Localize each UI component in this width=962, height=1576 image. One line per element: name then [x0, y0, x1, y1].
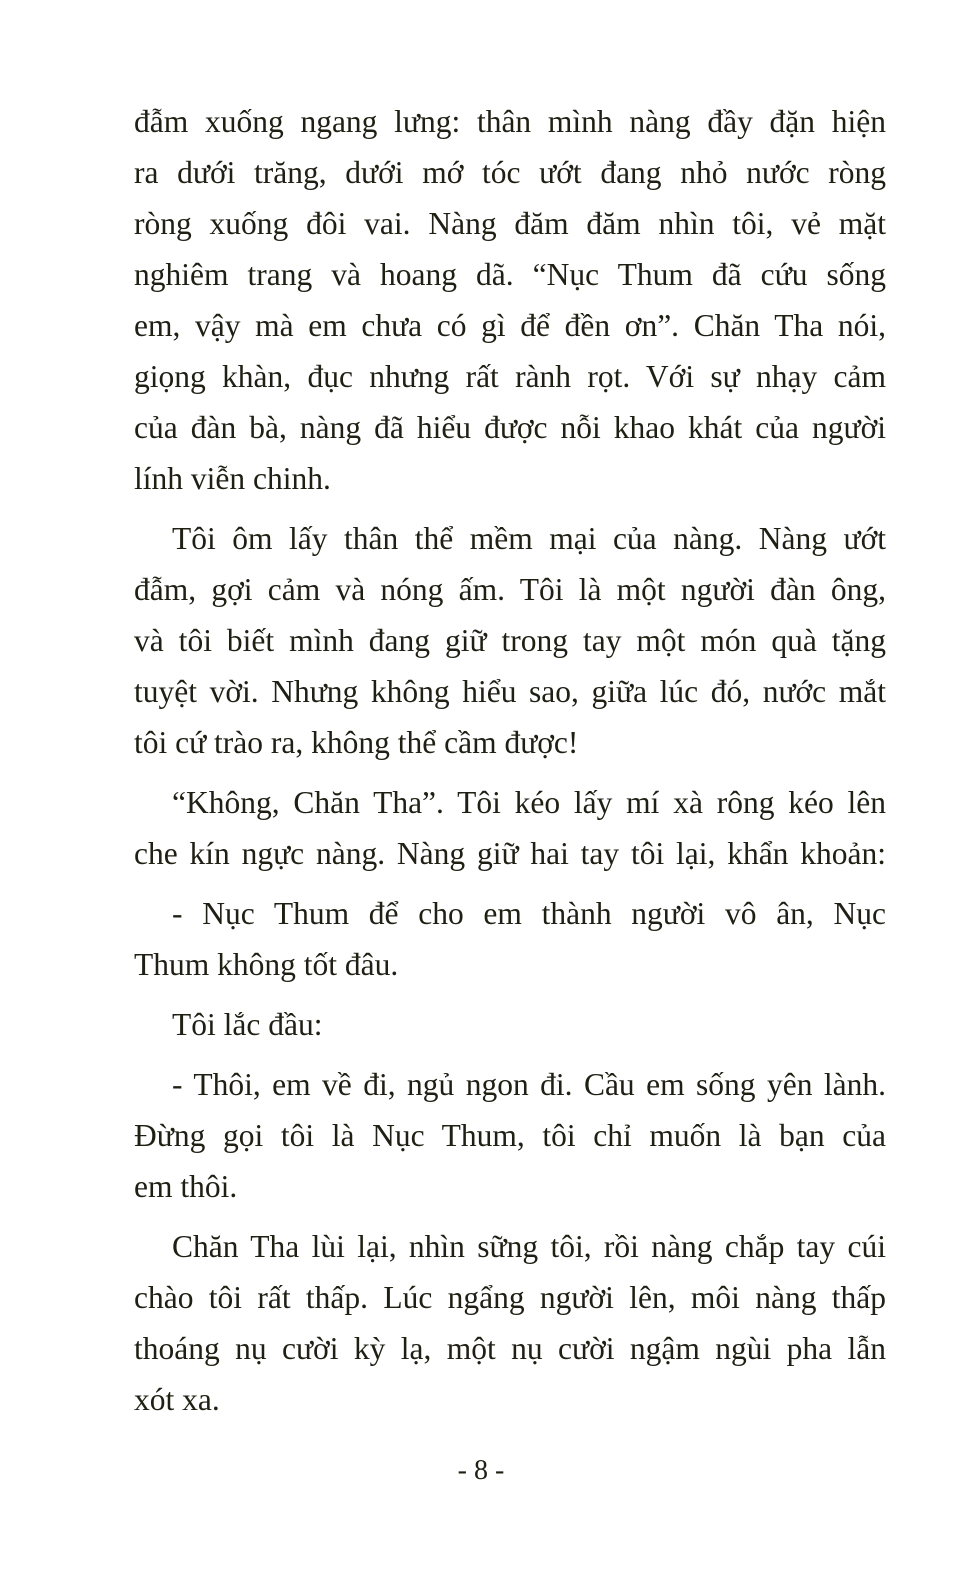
page-number: - 8 - — [457, 1455, 505, 1486]
text-line: tôi cứ trào ra, không thể cầm được! — [134, 725, 579, 760]
paragraph — [134, 513, 886, 768]
paragraph — [134, 1221, 886, 1425]
text-line: đẫm, gợi cảm và nóng ấm. Tôi là một người đàn ông, — [134, 572, 886, 607]
text-line: giọng khàn, đục nhưng rất rành rọt. Với sự nhạy cảm — [134, 359, 886, 394]
text-line: “Không, Chăn Tha”. Tôi kéo lấy mí xà rông kéo lên — [172, 785, 886, 820]
paragraph — [134, 1059, 886, 1212]
text-line: của đàn bà, nàng đã hiểu được nỗi khao khát của người — [134, 410, 886, 445]
text-line: nghiêm trang và hoang dã. “Nục Thum đã cứu sống — [134, 257, 886, 292]
text-line: và tôi biết mình đang giữ trong tay một món quà tặng — [134, 623, 886, 658]
text-line: em thôi. — [134, 1169, 238, 1204]
text-line: Chăn Tha lùi lại, nhìn sững tôi, rồi nàng chắp tay cúi — [172, 1229, 886, 1264]
text-line: thoáng nụ cười kỳ lạ, một nụ cười ngậm ngùi pha lẫn — [134, 1331, 886, 1366]
text-line: che kín ngực nàng. Nàng giữ hai tay tôi lại, khẩn khoản: — [134, 836, 886, 871]
page-body — [134, 96, 886, 1434]
text-line: ra dưới trăng, dưới mớ tóc ướt đang nhỏ nước ròng — [134, 155, 886, 190]
text-line: Thum không tốt đâu. — [134, 947, 399, 982]
text-line: ròng xuống đôi vai. Nàng đăm đăm nhìn tôi, vẻ mặt — [134, 206, 886, 241]
text-line: - Nục Thum để cho em thành người vô ân, Nục — [172, 896, 886, 931]
text-line: Tôi lắc đầu: — [172, 1007, 323, 1042]
paragraph — [134, 999, 886, 1050]
text-line: xót xa. — [134, 1382, 220, 1417]
text-line: Tôi ôm lấy thân thể mềm mại của nàng. Nàng ướt — [172, 521, 886, 556]
text-line: chào tôi rất thấp. Lúc ngẩng người lên, môi nàng thấp — [134, 1280, 886, 1315]
text-line: lính viễn chinh. — [134, 461, 331, 496]
text-line: đẫm xuống ngang lưng: thân mình nàng đầy đặn hiện — [134, 104, 886, 139]
text-line: Đừng gọi tôi là Nục Thum, tôi chỉ muốn là bạn của — [134, 1118, 886, 1153]
paragraph — [134, 777, 886, 879]
paragraph — [134, 96, 886, 504]
text-line: tuyệt vời. Nhưng không hiểu sao, giữa lúc đó, nước mắt — [134, 674, 886, 709]
text-line: em, vậy mà em chưa có gì để đền ơn”. Chăn Tha nói, — [134, 308, 886, 343]
text-line: - Thôi, em về đi, ngủ ngon đi. Cầu em sống yên lành. — [172, 1067, 886, 1102]
paragraph — [134, 888, 886, 990]
